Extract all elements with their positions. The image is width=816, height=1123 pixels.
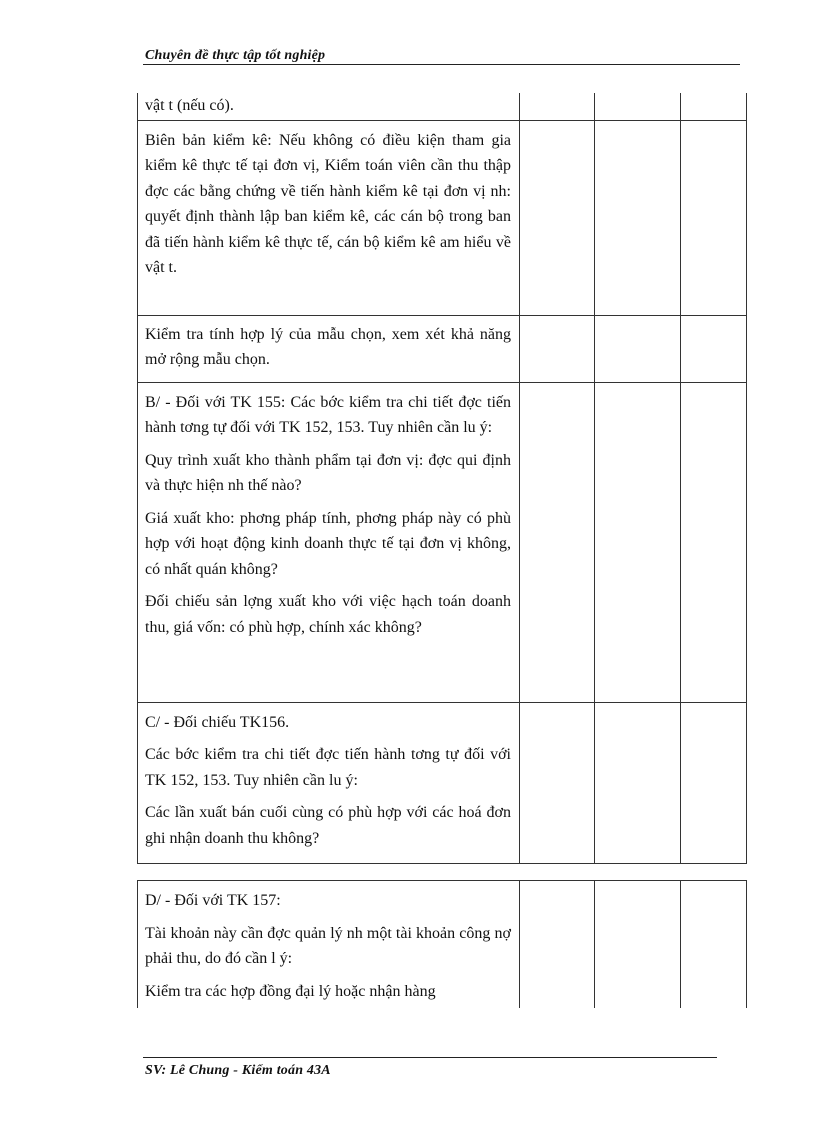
check-cell: [595, 315, 681, 382]
procedure-text: Các bớc kiểm tra chi tiết đợc tiến hành tơng tự đối với TK 152, 153. Tuy nhiên cần lu ý:: [145, 746, 511, 789]
check-cell: [595, 93, 681, 120]
check-cell: [681, 315, 747, 382]
procedure-text: Giá xuất kho: phơng pháp tính, phơng pháp này có phù hợp với hoạt động kinh doanh thực tế tại đơn vị không, có nhất quán không?: [145, 509, 511, 578]
procedure-text: Tài khoản này cần đợc quản lý nh một tài khoản công nợ phải thu, do đó cần l ý:: [145, 924, 511, 967]
check-cell: [520, 120, 595, 315]
procedure-text: Quy trình xuất kho thành phẩm tại đơn vị: đợc qui định và thực hiện nh thế nào?: [145, 451, 511, 494]
audit-procedure-table: [137, 93, 747, 864]
check-cell: [520, 702, 595, 863]
table-row: [138, 702, 747, 863]
procedure-text: Kiểm tra các hợp đồng đại lý hoặc nhận hàng: [145, 982, 436, 1000]
procedure-text: D/ - Đối với TK 157:: [145, 892, 281, 909]
check-cell: [681, 702, 747, 863]
header-rule: [143, 64, 740, 65]
procedure-cell: [138, 382, 520, 702]
procedure-text: Biên bản kiểm kê: Nếu không có điều kiện tham gia kiểm kê thực tế tại đơn vị, Kiểm toán viên cần thu thập đợc các bằng chứng về tiến hành kiểm kê tại đơn vị nh: quyết định thành lập ban kiểm kê, các cán bộ trong ban đã tiến hành kiểm kê thực tế, cán bộ kiểm kê am hiểu về vật t.: [145, 131, 511, 276]
page-header-title: Chuyên đề thực tập tốt nghiệp: [145, 48, 326, 63]
procedure-text: Kiểm tra tính hợp lý của mẫu chọn, xem xét khả năng mở rộng mẫu chọn.: [145, 325, 511, 368]
table-row: [138, 382, 747, 702]
procedure-cell: [138, 881, 520, 1008]
check-cell: [681, 881, 747, 1008]
check-cell: [520, 93, 595, 120]
table-row: [138, 315, 747, 382]
procedure-cell: [138, 702, 520, 863]
procedure-text: C/ - Đối chiếu TK156.: [145, 713, 290, 731]
check-cell: [595, 382, 681, 702]
check-cell: [595, 881, 681, 1008]
procedure-cell: [138, 93, 520, 120]
footer-rule: [143, 1057, 717, 1058]
procedure-text: Các lần xuất bán cuối cùng có phù hợp với các hoá đơn ghi nhận doanh thu không?: [145, 804, 511, 847]
check-cell: [595, 120, 681, 315]
check-cell: [681, 93, 747, 120]
check-cell: [520, 382, 595, 702]
page-footer-author: SV: Lê Chung - Kiểm toán 43A: [145, 1063, 331, 1078]
check-cell: [520, 315, 595, 382]
table-row: [138, 120, 747, 315]
procedure-text: vật t (nếu có).: [145, 97, 234, 114]
procedure-cell: [138, 315, 520, 382]
check-cell: [520, 881, 595, 1008]
check-cell: [681, 382, 747, 702]
table-row: [138, 93, 747, 120]
procedure-text: Đối chiếu sản lợng xuất kho với việc hạch toán doanh thu, giá vốn: có phù hợp, chính xác không?: [145, 593, 511, 636]
procedure-cell: [138, 120, 520, 315]
procedure-text: B/ - Đối với TK 155: Các bớc kiểm tra chi tiết đợc tiến hành tơng tự đối với TK 152, 153. Tuy nhiên cần lu ý:: [145, 393, 511, 436]
check-cell: [681, 120, 747, 315]
audit-procedure-table-continued: [137, 880, 747, 1008]
table-row: [138, 881, 747, 1008]
check-cell: [595, 702, 681, 863]
